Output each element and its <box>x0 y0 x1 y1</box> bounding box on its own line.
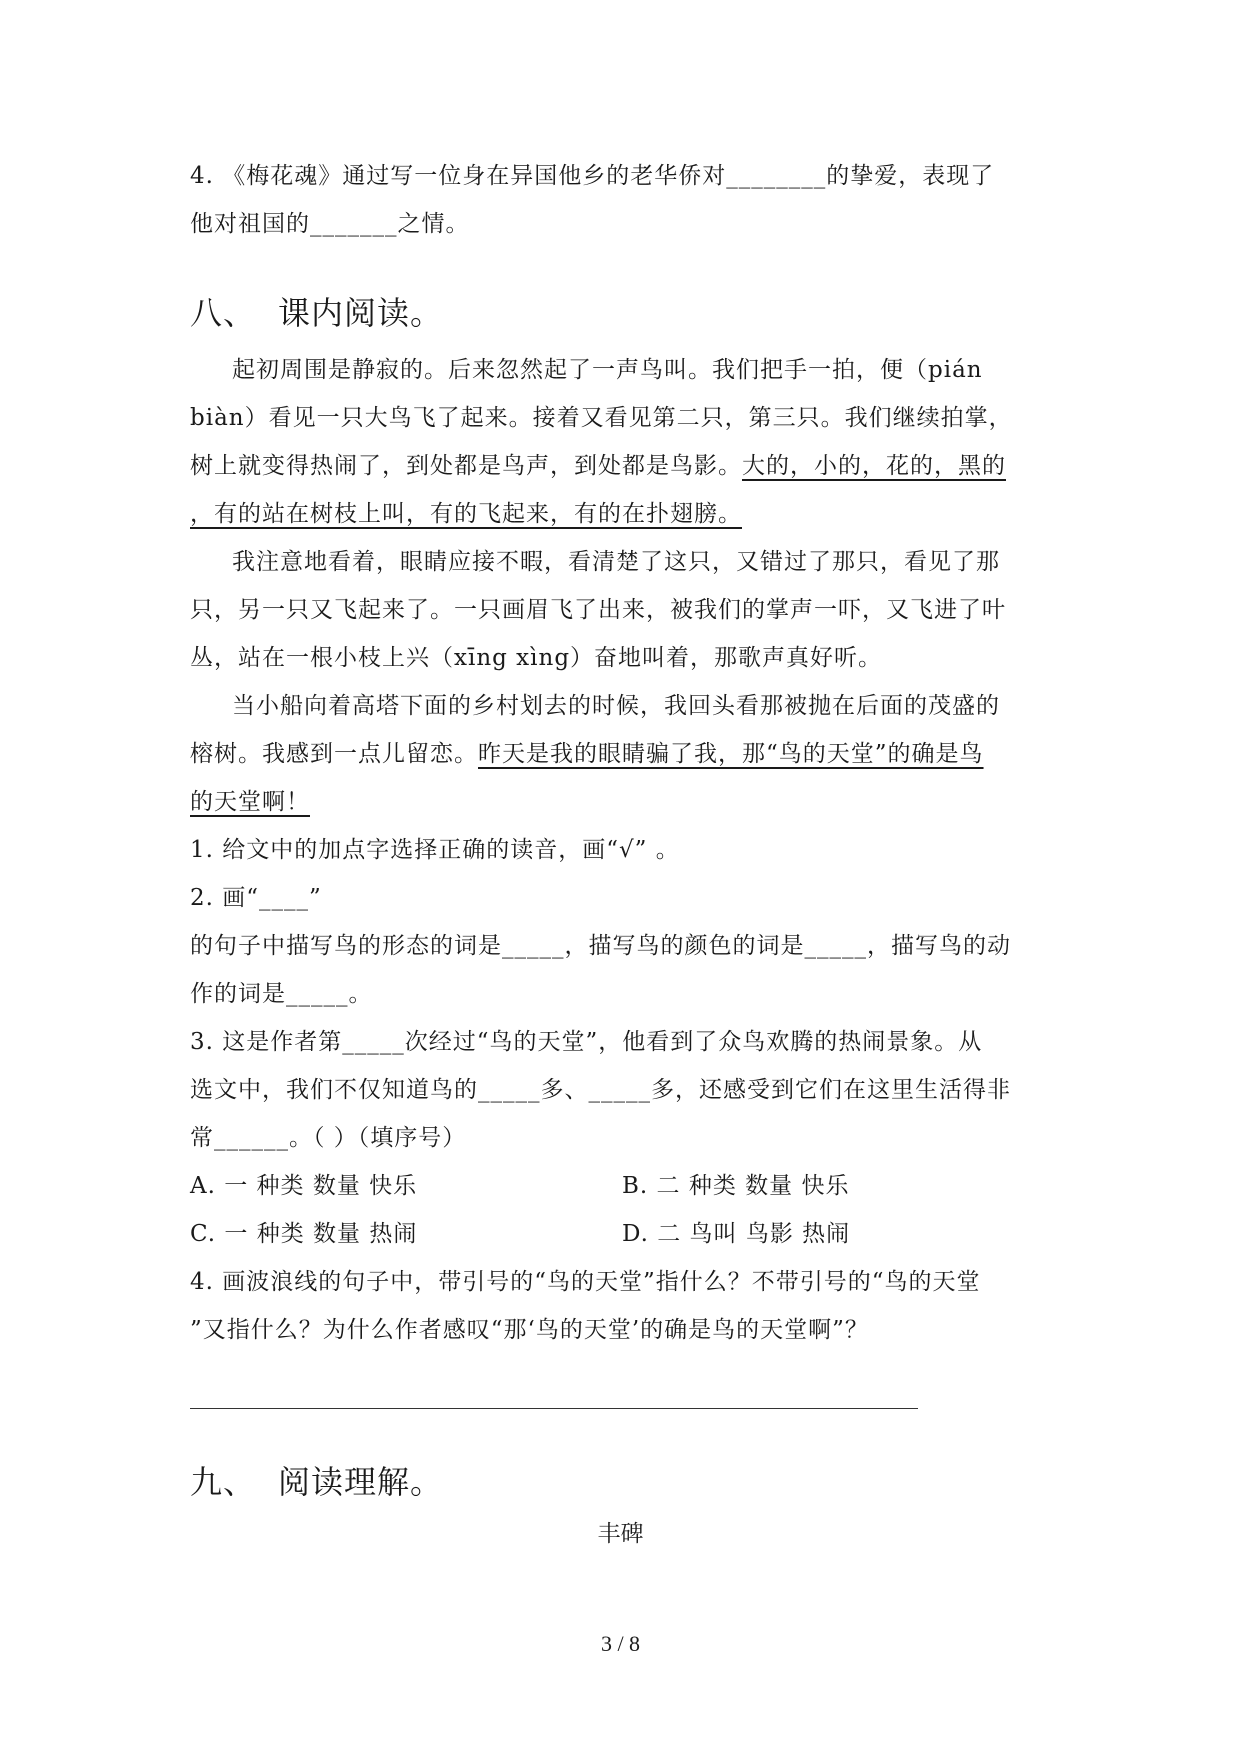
passage-p2-line3: 丛，站在一根小枝上兴（xīng xìng）奋地叫着，那歌声真好听。 <box>190 645 883 671</box>
passage-p2-line2: 只，另一只又飞起来了。一只画眉飞了出来，被我们的掌声一吓，又飞进了叶 <box>190 597 1006 623</box>
passage-p1-line2: biàn）看见一只大鸟飞了起来。接着又看见第二只，第三只。我们继续拍掌， <box>190 405 1013 431</box>
section-9-title: 阅读理解。 <box>278 1463 444 1501</box>
passage-p1-line4 <box>190 498 742 530</box>
passage-p2-line1: 我注意地看着，眼睛应接不暇，看清楚了这只，又错过了那只，看见了那 <box>232 549 1000 575</box>
question-2-line3: 作的词是_____。 <box>190 981 373 1007</box>
section-8-title: 课内阅读。 <box>278 294 444 332</box>
option-c: C. 一 种类 数量 热闹 <box>190 1221 418 1247</box>
q4-prev-line1: 4. 《梅花魂》通过写一位身在异国他乡的老华侨对________的挚爱，表现了 <box>190 163 995 189</box>
underlined-sentence-part2: ，有的站在树枝上叫，有的飞起来，有的在扑翅膀。 <box>190 501 742 527</box>
wavy-sentence-part2: 的天堂啊！ <box>190 789 310 815</box>
passage-p3-line2 <box>190 738 984 770</box>
article-title: 丰碑 <box>597 1521 644 1547</box>
option-d: D. 二 鸟叫 鸟影 热闹 <box>622 1221 851 1247</box>
section-9-number: 九、 <box>190 1463 257 1501</box>
passage-p3-line3 <box>190 786 310 818</box>
question-3-line1: 3. 这是作者第_____次经过“鸟的天堂”，他看到了众鸟欢腾的热闹景象。从 <box>190 1029 983 1055</box>
option-a: A. 一 种类 数量 快乐 <box>190 1173 418 1199</box>
passage-p3-line2-text: 榕树。我感到一点儿留恋。 <box>190 741 478 767</box>
section-9-heading <box>190 1462 443 1502</box>
page-number: 3 / 8 <box>600 1631 641 1656</box>
passage-p1-line3 <box>190 450 1006 482</box>
question-2-line2: 的句子中描写鸟的形态的词是_____，描写鸟的颜色的词是_____，描写鸟的动 <box>190 933 1011 959</box>
answer-line <box>190 1408 918 1409</box>
underlined-sentence-part1: 大的，小的，花的，黑的 <box>742 453 1006 479</box>
passage-p1-line1: 起初周围是静寂的。后来忽然起了一声鸟叫。我们把手一拍，便（pián <box>232 357 983 383</box>
section-8-number: 八、 <box>190 294 257 332</box>
section-8-heading <box>190 293 443 333</box>
passage-p1-line3-text: 树上就变得热闹了，到处都是鸟声，到处都是鸟影。 <box>190 453 742 479</box>
question-3-line2: 选文中，我们不仅知道鸟的_____多、_____多，还感受到它们在这里生活得非 <box>190 1077 1011 1103</box>
question-3-line3: 常______。（ ）（填序号） <box>190 1125 467 1151</box>
wavy-sentence-part1: 昨天是我的眼睛骗了我，那“鸟的天堂”的确是鸟 <box>478 741 984 767</box>
passage-p3-line1: 当小船向着高塔下面的乡村划去的时候，我回头看那被抛在后面的茂盛的 <box>232 693 1000 719</box>
question-1: 1. 给文中的加点字选择正确的读音，画“√” 。 <box>190 837 680 863</box>
question-4-line1: 4. 画波浪线的句子中，带引号的“鸟的天堂”指什么？不带引号的“鸟的天堂 <box>190 1269 981 1295</box>
question-4-line2: ”又指什么？为什么作者感叹“那‘鸟的天堂’的确是鸟的天堂啊”？ <box>190 1317 869 1343</box>
q4-prev-line2: 他对祖国的_______之情。 <box>190 211 470 237</box>
option-b: B. 二 种类 数量 快乐 <box>622 1173 850 1199</box>
question-2-line1: 2. 画“____” <box>190 885 322 911</box>
